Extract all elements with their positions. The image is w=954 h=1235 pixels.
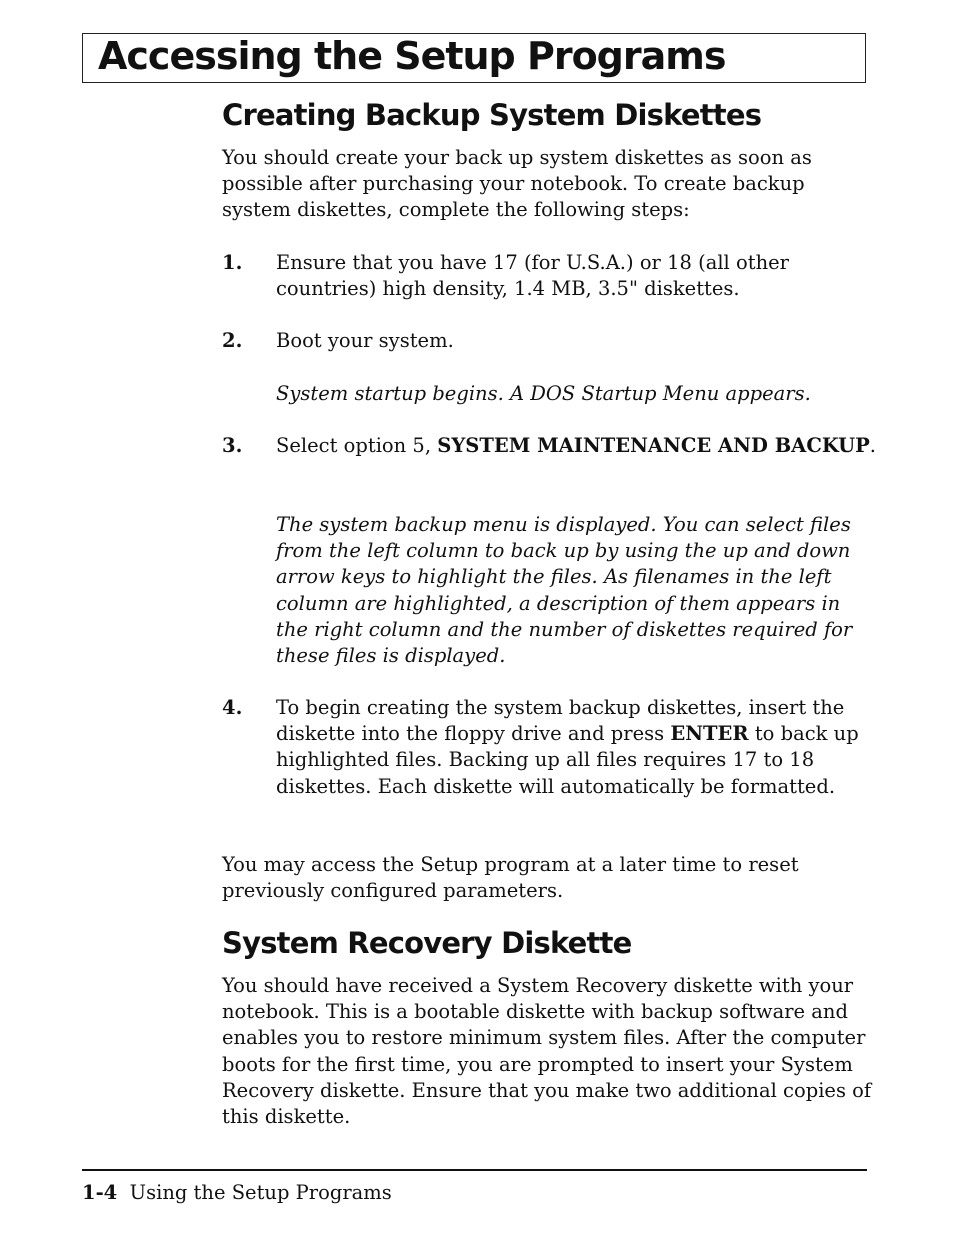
page-number: 1-4 (82, 1181, 118, 1204)
step-text-part: To begin creating the system backup diskettes, insert the diskette into the floppy drive and press (276, 696, 845, 746)
section-heading-backup: Creating Backup System Diskettes (222, 98, 762, 132)
chapter-title-box (82, 33, 866, 83)
step-3-note: The system backup menu is displayed. You can select files from the left column to back up by using the up and down arrow keys to highlight the files. As filenames in the left column are highlighted, a description of them appears in the right column and the number of diskettes required for these files is displayed. (276, 513, 853, 668)
backup-closing: You may access the Setup program at a later time to reset previously configured parameters. (222, 853, 799, 903)
section-heading-recovery: System Recovery Diskette (222, 926, 632, 960)
backup-intro: You should create your back up system diskettes as soon as possible after purchasing your notebook. To create backup system diskettes, complete the following steps: (222, 146, 812, 222)
footer-rule (82, 1169, 867, 1171)
step-text (276, 433, 876, 459)
step-text: Ensure that you have 17 (for U.S.A.) or 18 (all other countries) high density, 1.4 MB, 3.5" diskettes. (276, 251, 789, 301)
step-number: 3. (222, 434, 243, 457)
chapter-title: Accessing the Setup Programs (98, 34, 726, 78)
menu-option-name: SYSTEM MAINTENANCE AND BACKUP (437, 434, 870, 457)
recovery-body: You should have received a System Recovery diskette with your notebook. This is a bootable diskette with backup software and enables you to restore minimum system files. After the computer boots for the first time, you are prompted to insert your System Recovery diskette. Ensure that you make two additional copies of this diskette. (222, 974, 872, 1129)
running-title: Using the Setup Programs (129, 1181, 392, 1204)
page-footer (82, 1180, 392, 1206)
step-text-part: Select option 5, (276, 434, 438, 457)
step-2-note: System startup begins. A DOS Startup Menu appears. (276, 382, 811, 405)
step-text-part: to back up highlighted files. Backing up all files requires 17 to 18 diskettes. Each diskette will automatically be formatted. (276, 722, 859, 798)
key-name: ENTER (670, 722, 749, 746)
step-text: Boot your system. (276, 329, 454, 352)
step-number: 4. (222, 696, 243, 719)
step-number: 1. (222, 251, 243, 274)
step-text-part: . (869, 434, 876, 457)
step-number: 2. (222, 329, 243, 352)
step-text (276, 695, 876, 800)
